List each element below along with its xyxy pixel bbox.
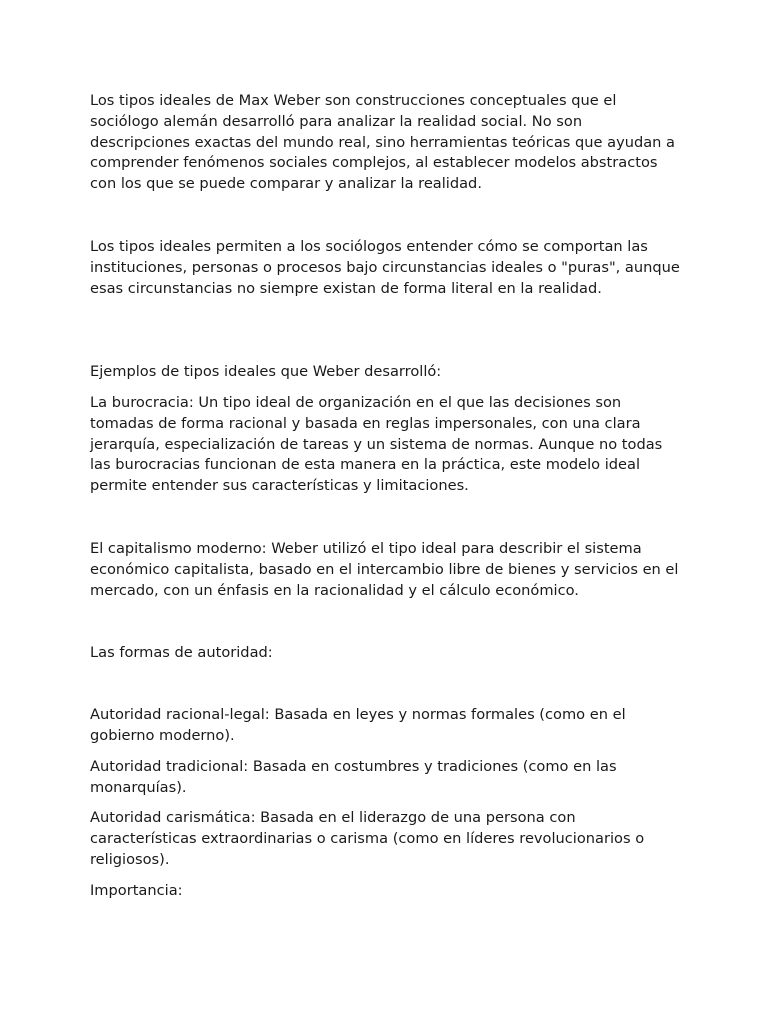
paragraph-modern-capitalism: El capitalismo moderno: Weber utilizó el tipo ideal para describir el sistema económico capitalista, basado en el intercambio libre de bienes y servicios en el mercado, con un énfasis en la racionalidad y el cálculo económico. bbox=[90, 540, 679, 599]
paragraph-examples-heading: Ejemplos de tipos ideales que Weber desarrolló: bbox=[90, 363, 442, 380]
paragraph-bureaucracy: La burocracia: Un tipo ideal de organización en el que las decisiones son tomadas de forma racional y basada en reglas impersonales, con una clara jerarquía, especialización de tareas y un sistema de normas. Aunque no todas las burocracias funcionan de esta manera en la práctica, este modelo ideal permite entender sus características y limitaciones. bbox=[90, 394, 663, 495]
paragraph-ideal-types-purpose: Los tipos ideales permiten a los sociólogos entender cómo se comportan las instituciones, personas o procesos bajo circunstancias ideales o "puras", aunque esas circunstancias no siempre existan de forma literal en la realidad. bbox=[90, 238, 680, 297]
paragraph-traditional-authority: Autoridad tradicional: Basada en costumbres y tradiciones (como en las monarquías). bbox=[90, 758, 617, 796]
paragraph-rational-legal-authority: Autoridad racional-legal: Basada en leyes y normas formales (como en el gobierno moderno). bbox=[90, 706, 626, 744]
paragraph-charismatic-authority: Autoridad carismática: Basada en el liderazgo de una persona con características extraordinarias o carisma (como en líderes revolucionarios o religiosos). bbox=[90, 809, 645, 868]
paragraph-importance-heading: Importancia: bbox=[90, 882, 183, 899]
paragraph-authority-heading: Las formas de autoridad: bbox=[90, 644, 273, 661]
paragraph-intro: Los tipos ideales de Max Weber son construcciones conceptuales que el sociólogo alemán desarrolló para analizar la realidad social. No son descripciones exactas del mundo real, sino herramientas teóricas que ayudan a comprender fenómenos sociales complejos, al establecer modelos abstractos con los que se puede comparar y analizar la realidad. bbox=[90, 92, 675, 193]
